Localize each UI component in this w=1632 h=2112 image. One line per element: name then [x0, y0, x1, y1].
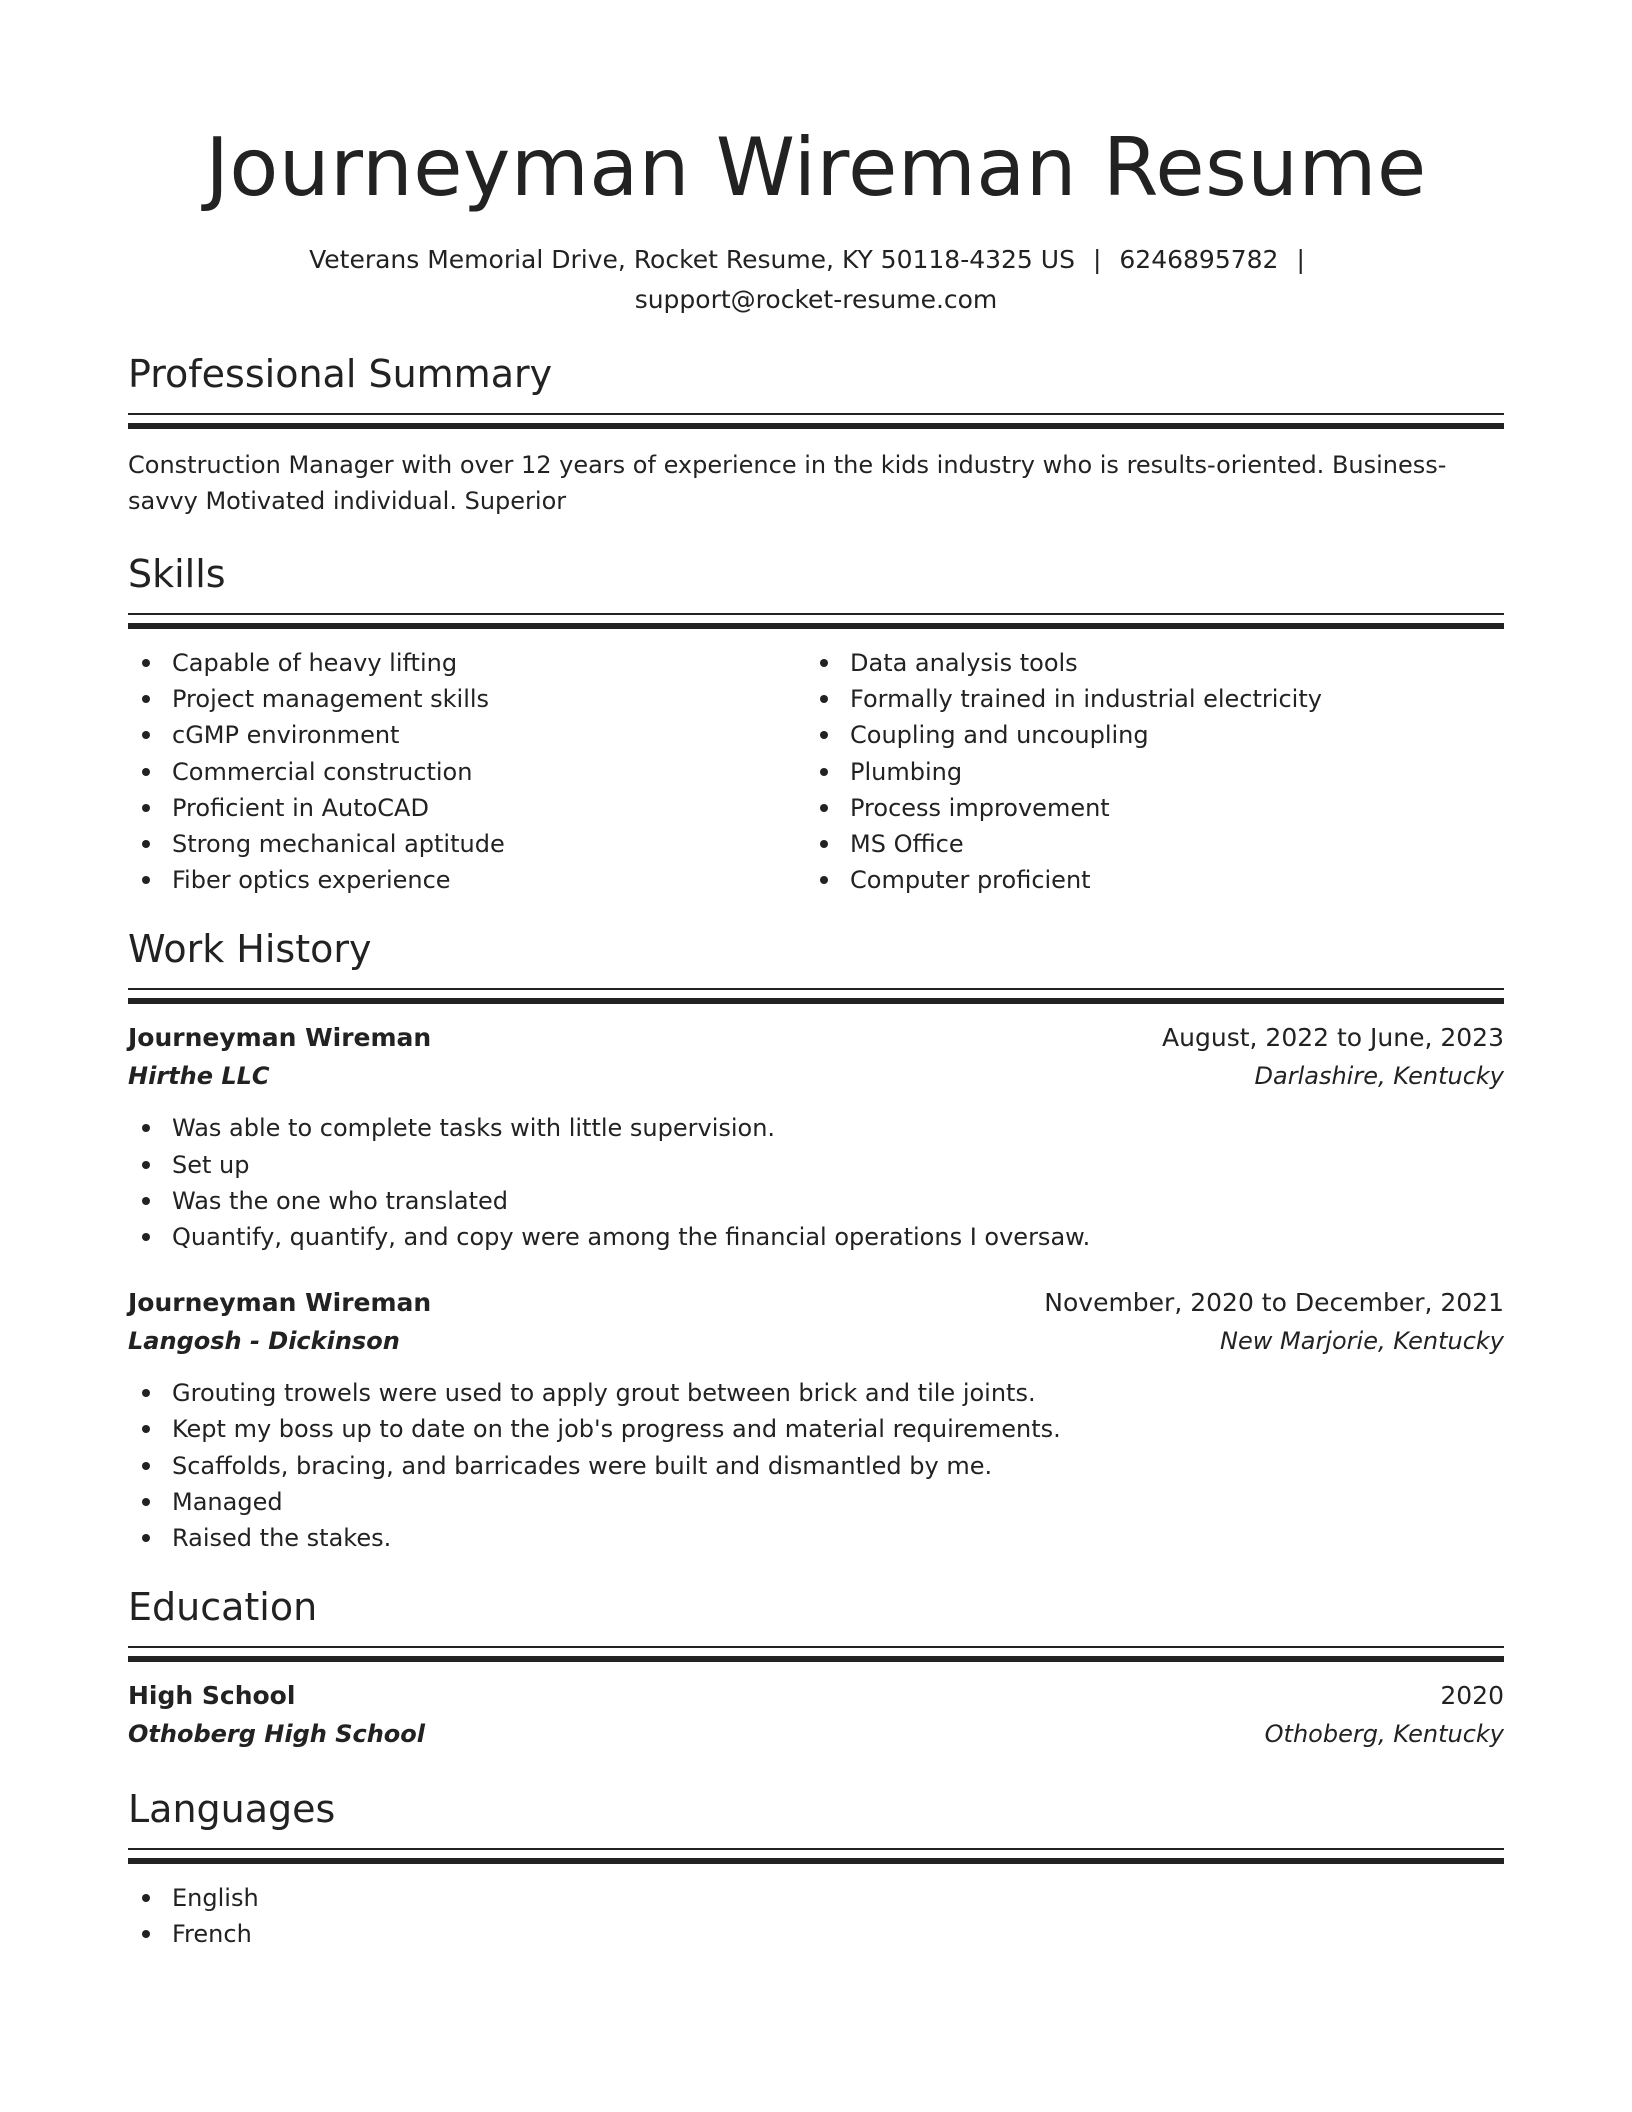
bullet-icon	[820, 768, 828, 776]
job-duties	[128, 1375, 1504, 1556]
list-item: Data analysis tools	[806, 645, 1484, 681]
bullet-icon	[142, 1894, 150, 1902]
section-title-skills: Skills	[128, 552, 226, 596]
work-section	[128, 924, 1504, 1556]
bullet-icon	[142, 659, 150, 667]
section-divider	[128, 1848, 1504, 1864]
job-dates: November, 2020 to December, 2021	[1044, 1288, 1504, 1318]
bullet-icon	[142, 1425, 150, 1433]
bullet-icon	[142, 1389, 150, 1397]
list-item: Strong mechanical aptitude	[128, 826, 806, 862]
resume-page	[128, 0, 1504, 1953]
contact-separator: |	[1296, 245, 1305, 274]
contact-separator: |	[1092, 245, 1102, 274]
bullet-icon	[142, 1462, 150, 1470]
list-item: Computer proficient	[806, 862, 1484, 898]
list-item: Plumbing	[806, 754, 1484, 790]
list-item: Commercial construction	[128, 754, 806, 790]
list-item: Was able to complete tasks with little supervision.	[128, 1110, 1504, 1146]
bullet-icon	[142, 1534, 150, 1542]
list-item: MS Office	[806, 826, 1484, 862]
section-divider	[128, 613, 1504, 629]
job-company: Hirthe LLC	[128, 1062, 270, 1091]
bullet-icon	[142, 1161, 150, 1169]
education-location: Othoberg, Kentucky	[1264, 1720, 1504, 1749]
bullet-icon	[142, 804, 150, 812]
job-entry	[128, 1018, 1504, 1255]
list-item: cGMP environment	[128, 717, 806, 753]
list-item: Quantify, quantify, and copy were among the financial operations I oversaw.	[128, 1219, 1504, 1255]
section-title-work: Work History	[128, 927, 372, 972]
bullet-icon	[142, 1197, 150, 1205]
job-company: Langosh - Dickinson	[128, 1327, 400, 1356]
bullet-icon	[142, 731, 150, 739]
bullet-icon	[142, 1233, 150, 1241]
section-divider	[128, 413, 1504, 429]
list-item: Was the one who translated	[128, 1183, 1504, 1219]
list-item: Formally trained in industrial electricity	[806, 681, 1484, 717]
bullet-icon	[820, 731, 828, 739]
job-dates: August, 2022 to June, 2023	[1162, 1023, 1504, 1053]
resume-title: Journeyman Wireman Resume	[205, 121, 1427, 214]
bullet-icon	[142, 876, 150, 884]
list-item: Set up	[128, 1147, 1504, 1183]
list-item: Fiber optics experience	[128, 862, 806, 898]
list-item: Grouting trowels were used to apply grout between brick and tile joints.	[128, 1375, 1504, 1411]
list-item: English	[128, 1880, 1504, 1916]
bullet-icon	[820, 659, 828, 667]
job-location: New Marjorie, Kentucky	[1220, 1327, 1504, 1356]
languages-section	[128, 1784, 1504, 1952]
list-item: Scaffolds, bracing, and barricades were built and dismantled by me.	[128, 1448, 1504, 1484]
contact-info	[128, 240, 1504, 320]
section-title-languages: Languages	[128, 1787, 336, 1832]
education-entry	[128, 1676, 1504, 1754]
bullet-icon	[142, 695, 150, 703]
job-entry	[128, 1283, 1504, 1556]
education-year: 2020	[1440, 1681, 1504, 1711]
skills-list-right	[806, 645, 1484, 898]
summary-section	[128, 349, 1504, 519]
list-item: Raised the stakes.	[128, 1520, 1504, 1556]
contact-address: Veterans Memorial Drive, Rocket Resume, KY 50118-4325 US	[309, 245, 1075, 274]
contact-phone: 6246895782	[1119, 245, 1279, 274]
summary-text: Construction Manager with over 12 years of experience in the kids industry who is results-oriented. Business-savvy Motivated individual. Superior	[128, 451, 1447, 515]
list-item: Project management skills	[128, 681, 806, 717]
section-divider	[128, 988, 1504, 1004]
bullet-icon	[820, 876, 828, 884]
list-item: Managed	[128, 1484, 1504, 1520]
bullet-icon	[820, 695, 828, 703]
job-title: Journeyman Wireman	[128, 1023, 432, 1053]
job-duties	[128, 1110, 1504, 1255]
education-degree: High School	[128, 1681, 296, 1711]
job-title: Journeyman Wireman	[128, 1288, 432, 1318]
bullet-icon	[142, 768, 150, 776]
list-item: Kept my boss up to date on the job's progress and material requirements.	[128, 1411, 1504, 1447]
list-item: Coupling and uncoupling	[806, 717, 1484, 753]
bullet-icon	[142, 1498, 150, 1506]
bullet-icon	[142, 1930, 150, 1938]
skills-section	[128, 549, 1504, 898]
section-divider	[128, 1646, 1504, 1662]
skills-list-left	[128, 645, 806, 898]
list-item: Process improvement	[806, 790, 1484, 826]
bullet-icon	[142, 1124, 150, 1132]
bullet-icon	[820, 840, 828, 848]
list-item: Proficient in AutoCAD	[128, 790, 806, 826]
skills-columns	[128, 645, 1504, 898]
bullet-icon	[820, 804, 828, 812]
education-school: Othoberg High School	[128, 1720, 426, 1749]
section-title-education: Education	[128, 1585, 318, 1630]
list-item: French	[128, 1916, 1504, 1952]
languages-list	[128, 1880, 1504, 1952]
bullet-icon	[142, 840, 150, 848]
list-item: Capable of heavy lifting	[128, 645, 806, 681]
section-title-summary: Professional Summary	[128, 352, 553, 396]
job-location: Darlashire, Kentucky	[1254, 1062, 1504, 1091]
education-section	[128, 1582, 1504, 1754]
contact-email: support@rocket-resume.com	[634, 285, 998, 314]
